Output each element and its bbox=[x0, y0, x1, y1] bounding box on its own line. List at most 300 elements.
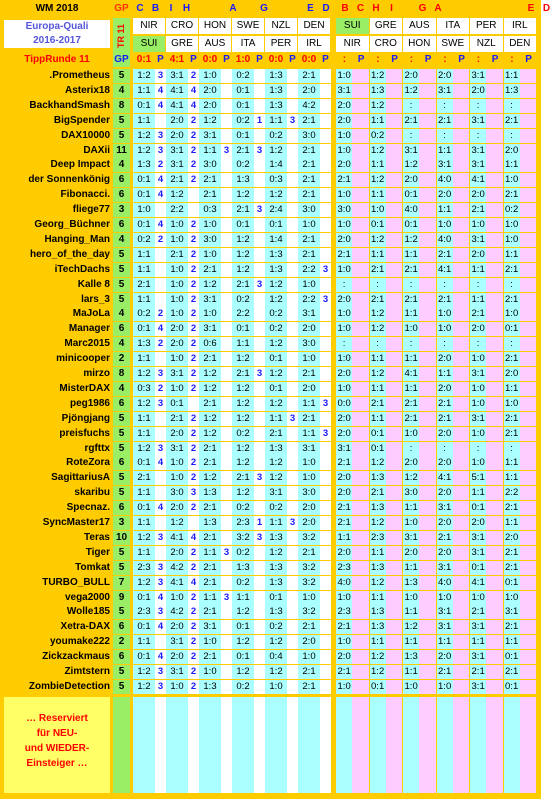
right-points-cell bbox=[453, 635, 469, 649]
right-tip-cell: 1:3 bbox=[371, 502, 385, 513]
tip-cell: 0:2 bbox=[232, 69, 254, 83]
right-points-cell bbox=[486, 412, 502, 426]
points-cell: 2 bbox=[188, 173, 199, 187]
right-points-cell bbox=[486, 322, 502, 336]
right-points-cell bbox=[386, 173, 402, 187]
tip-cell: 1:0 bbox=[298, 591, 320, 605]
footer-fill bbox=[370, 697, 386, 793]
tip-cell: 3:1 bbox=[265, 486, 287, 500]
right-points-cell bbox=[520, 605, 536, 619]
points-cell: 3 bbox=[155, 531, 166, 545]
right-tip-cell: 1:2 bbox=[371, 457, 385, 468]
player-gp: 5 bbox=[113, 665, 130, 679]
tip-cell: 2:0 bbox=[298, 382, 320, 396]
right-tip-cell: 1:2 bbox=[371, 577, 385, 588]
right-points-cell bbox=[386, 382, 402, 396]
tip-cell: 1:2 bbox=[265, 337, 287, 351]
tip-cell: 2:1 bbox=[298, 158, 320, 172]
tip-cell: 3:1 bbox=[298, 442, 320, 456]
tip-cell: 1:2 bbox=[199, 382, 221, 396]
tip-cell: 1:1 bbox=[133, 486, 155, 500]
tip-cell: 1:0 bbox=[166, 352, 188, 366]
points-header: P bbox=[256, 54, 263, 65]
tip-cell: 0:1 bbox=[232, 322, 254, 336]
player-gp: 4 bbox=[113, 84, 130, 98]
right-points-cell bbox=[352, 412, 368, 426]
right-tip-cell: 0:1 bbox=[505, 323, 519, 334]
right-points-cell bbox=[419, 158, 435, 172]
tip-cell: 2:0 bbox=[166, 129, 188, 143]
right-points-cell bbox=[386, 129, 402, 143]
points-cell bbox=[155, 412, 166, 426]
points-cell bbox=[320, 546, 331, 560]
right-points-cell bbox=[520, 293, 536, 307]
right-tip-cell: 1:0 bbox=[505, 219, 519, 230]
player-gp: 6 bbox=[113, 218, 130, 232]
right-points-cell bbox=[520, 367, 536, 381]
right-tip-cell: 2:0 bbox=[337, 547, 351, 558]
points-cell bbox=[287, 561, 298, 575]
right-points-cell bbox=[419, 278, 435, 292]
right-points-cell bbox=[419, 337, 435, 351]
points-cell bbox=[320, 352, 331, 366]
right-points-cell bbox=[453, 69, 469, 83]
right-tip-cell: 3:1 bbox=[471, 681, 485, 692]
group-letter: G bbox=[260, 3, 268, 14]
right-tip-cell: 4:0 bbox=[404, 204, 418, 215]
player-gp: 5 bbox=[113, 278, 130, 292]
right-points-cell bbox=[419, 129, 435, 143]
tip-cell: 1:2 bbox=[232, 665, 254, 679]
right-tip-cell: 2:1 bbox=[471, 666, 485, 677]
right-tip-cell: 0:1 bbox=[371, 681, 385, 692]
right-tip-cell: : bbox=[470, 99, 486, 113]
points-cell bbox=[287, 397, 298, 411]
tip-cell: 1:2 bbox=[199, 471, 221, 485]
points-cell bbox=[254, 352, 265, 366]
group-letter: D bbox=[322, 3, 330, 14]
points-cell: 2 bbox=[188, 263, 199, 277]
right-tip-cell: 1:0 bbox=[505, 592, 519, 603]
points-cell: 2 bbox=[155, 233, 166, 247]
right-tip-cell: 2:0 bbox=[505, 368, 519, 379]
points-header: P bbox=[190, 54, 197, 65]
right-tip-cell: 2:1 bbox=[337, 457, 351, 468]
player-gp: 5 bbox=[113, 263, 130, 277]
points-cell: 4 bbox=[188, 99, 199, 113]
right-tip-cell: 1:0 bbox=[505, 174, 519, 185]
right-tip-cell: 2:1 bbox=[371, 487, 385, 498]
right-tip-cell: 4:0 bbox=[337, 577, 351, 588]
right-tip-cell: 2:0 bbox=[471, 85, 485, 96]
right-tip-cell: 3:1 bbox=[471, 115, 485, 126]
right-points-cell bbox=[352, 248, 368, 262]
player-name: Pjöngjang bbox=[4, 412, 110, 426]
player-gp: 4 bbox=[113, 337, 130, 351]
player-gp: 10 bbox=[113, 531, 130, 545]
tip-cell: 1:2 bbox=[133, 531, 155, 545]
tip-cell: 1:2 bbox=[199, 367, 221, 381]
right-tip-cell: 1:0 bbox=[471, 219, 485, 230]
tip-cell: 1:2 bbox=[133, 576, 155, 590]
tip-cell: 0:1 bbox=[232, 99, 254, 113]
points-cell bbox=[188, 203, 199, 217]
player-gp: 5 bbox=[113, 561, 130, 575]
points-cell bbox=[254, 307, 265, 321]
points-cell: 3 bbox=[221, 546, 232, 560]
points-cell bbox=[254, 173, 265, 187]
tip-cell: 2:0 bbox=[199, 99, 221, 113]
right-points-cell bbox=[419, 293, 435, 307]
right-points-cell bbox=[386, 337, 402, 351]
points-cell: 2 bbox=[188, 218, 199, 232]
player-name: preisfuchs bbox=[4, 427, 110, 441]
right-points-cell bbox=[486, 501, 502, 515]
tip-cell: 2:1 bbox=[298, 620, 320, 634]
right-tip-cell: 3:1 bbox=[471, 651, 485, 662]
player-gp: 5 bbox=[113, 680, 130, 694]
right-tip-cell: 1:0 bbox=[438, 308, 452, 319]
tip-cell: 3:1 bbox=[199, 129, 221, 143]
right-points-cell bbox=[520, 188, 536, 202]
tip-cell: 4:1 bbox=[166, 99, 188, 113]
tip-cell: 1:1 bbox=[133, 293, 155, 307]
right-points-cell bbox=[453, 233, 469, 247]
team-label: GRE bbox=[370, 18, 403, 34]
points-cell bbox=[254, 576, 265, 590]
tip-cell: 1:2 bbox=[265, 367, 287, 381]
points-cell: 2 bbox=[188, 650, 199, 664]
right-tip-cell: 3:1 bbox=[438, 606, 452, 617]
right-points-cell bbox=[486, 203, 502, 217]
tip-cell: 3:2 bbox=[298, 605, 320, 619]
gp-subheader: GP bbox=[114, 54, 129, 65]
right-points-cell bbox=[386, 322, 402, 336]
group-letter: G bbox=[418, 3, 427, 14]
right-tip-cell: 2:1 bbox=[438, 398, 452, 409]
tip-cell: 2:1 bbox=[232, 144, 254, 158]
points-cell bbox=[320, 650, 331, 664]
right-points-cell bbox=[352, 278, 368, 292]
right-points-cell bbox=[352, 620, 368, 634]
right-points-cell bbox=[453, 486, 469, 500]
group-letter: D bbox=[542, 3, 551, 14]
points-cell bbox=[287, 367, 298, 381]
right-tip-cell: 2:0 bbox=[438, 651, 452, 662]
tip-cell: 1:2 bbox=[133, 144, 155, 158]
points-cell bbox=[155, 635, 166, 649]
tip-cell: 1:0 bbox=[166, 456, 188, 470]
points-cell bbox=[155, 352, 166, 366]
points-cell bbox=[320, 576, 331, 590]
right-tip-cell: 2:1 bbox=[438, 294, 452, 305]
team-label: IRL bbox=[298, 36, 330, 52]
right-tip-cell: 1:1 bbox=[471, 636, 485, 647]
footer-text: für NEU- bbox=[36, 728, 78, 739]
right-points-cell bbox=[520, 352, 536, 366]
right-points-cell bbox=[520, 233, 536, 247]
points-cell bbox=[221, 322, 232, 336]
tip-cell: 2:1 bbox=[199, 561, 221, 575]
points-cell: 3 bbox=[155, 442, 166, 456]
tip-cell: 2:1 bbox=[298, 665, 320, 679]
right-points-cell bbox=[419, 233, 435, 247]
right-points-cell bbox=[419, 203, 435, 217]
tip-cell: 3:0 bbox=[199, 233, 221, 247]
tip-cell: 1:2 bbox=[232, 605, 254, 619]
footer-fill bbox=[265, 697, 287, 793]
right-tip-cell: 2:1 bbox=[337, 621, 351, 632]
right-result-cell: : bbox=[476, 54, 481, 65]
points-cell: 1 bbox=[254, 114, 265, 128]
right-points-cell bbox=[352, 352, 368, 366]
tip-cell: 1:3 bbox=[265, 576, 287, 590]
right-tip-cell: 1:0 bbox=[471, 398, 485, 409]
right-points-cell bbox=[419, 248, 435, 262]
right-points-cell bbox=[453, 501, 469, 515]
points-cell bbox=[320, 188, 331, 202]
tip-cell: 1:1 bbox=[133, 248, 155, 262]
footer-fill bbox=[287, 697, 298, 793]
player-name: SagittariusA bbox=[4, 471, 110, 485]
tip-cell: 0:2 bbox=[232, 293, 254, 307]
tip-cell: 2:1 bbox=[232, 471, 254, 485]
right-points-cell bbox=[486, 129, 502, 143]
points-cell bbox=[221, 605, 232, 619]
right-tip-cell: 0:1 bbox=[371, 443, 385, 454]
right-tip-cell: 2:0 bbox=[438, 428, 452, 439]
points-cell bbox=[254, 546, 265, 560]
points-cell: 4 bbox=[188, 84, 199, 98]
right-points-cell bbox=[453, 293, 469, 307]
right-points-cell bbox=[386, 576, 402, 590]
player-name: Deep Impact bbox=[4, 158, 110, 172]
right-points-cell bbox=[486, 99, 502, 113]
right-points-cell bbox=[386, 591, 402, 605]
points-cell bbox=[254, 620, 265, 634]
right-points-cell bbox=[486, 218, 502, 232]
tip-cell: 2:1 bbox=[166, 412, 188, 426]
right-tip-cell: 1:1 bbox=[438, 636, 452, 647]
points-cell bbox=[287, 293, 298, 307]
points-cell bbox=[320, 516, 331, 530]
points-cell: 4 bbox=[155, 218, 166, 232]
points-cell bbox=[320, 84, 331, 98]
right-points-cell bbox=[486, 635, 502, 649]
points-cell bbox=[287, 486, 298, 500]
points-cell bbox=[287, 188, 298, 202]
right-tip-cell: 1:0 bbox=[471, 383, 485, 394]
right-points-cell bbox=[486, 427, 502, 441]
group-letter: C bbox=[136, 3, 144, 14]
right-tip-cell: 1:2 bbox=[404, 472, 418, 483]
points-cell bbox=[221, 188, 232, 202]
tip-cell: 2:1 bbox=[199, 576, 221, 590]
tip-cell: 1:2 bbox=[265, 293, 287, 307]
quali-line1: Europa-Quali bbox=[4, 20, 110, 34]
tip-cell: 0:2 bbox=[265, 129, 287, 143]
right-points-cell bbox=[352, 591, 368, 605]
group-letter: C bbox=[356, 3, 365, 14]
right-points-cell bbox=[520, 173, 536, 187]
tip-cell: 1:1 bbox=[265, 516, 287, 530]
tip-cell: 0:1 bbox=[133, 591, 155, 605]
tip-cell: 1:2 bbox=[232, 248, 254, 262]
right-tip-cell: 1:1 bbox=[471, 487, 485, 498]
tip-cell: 1:0 bbox=[298, 218, 320, 232]
right-points-cell bbox=[453, 322, 469, 336]
right-points-cell bbox=[520, 501, 536, 515]
right-points-cell bbox=[352, 531, 368, 545]
right-tip-cell: 1:1 bbox=[505, 457, 519, 468]
player-gp: 6 bbox=[113, 173, 130, 187]
right-points-cell bbox=[419, 322, 435, 336]
player-gp: 6 bbox=[113, 322, 130, 336]
right-points-cell bbox=[419, 69, 435, 83]
points-cell bbox=[287, 129, 298, 143]
points-cell: 2 bbox=[155, 382, 166, 396]
points-cell: 4 bbox=[155, 322, 166, 336]
tip-cell: 4:1 bbox=[166, 84, 188, 98]
right-tip-cell: 2:0 bbox=[337, 115, 351, 126]
tip-cell: 1:0 bbox=[298, 352, 320, 366]
right-points-cell bbox=[520, 99, 536, 113]
right-points-cell bbox=[453, 307, 469, 321]
right-tip-cell: 1:1 bbox=[371, 249, 385, 260]
right-tip-cell: 1:2 bbox=[371, 70, 385, 81]
tip-cell: 0:2 bbox=[232, 158, 254, 172]
right-points-cell bbox=[419, 263, 435, 277]
right-tip-cell: 2:1 bbox=[505, 502, 519, 513]
player-gp: 5 bbox=[113, 69, 130, 83]
right-points-cell bbox=[520, 576, 536, 590]
right-points-cell bbox=[419, 501, 435, 515]
player-name: Marc2015 bbox=[4, 337, 110, 351]
right-points-cell bbox=[520, 263, 536, 277]
points-cell: 3 bbox=[320, 397, 331, 411]
right-result-cell: P bbox=[357, 54, 365, 65]
right-points-cell bbox=[453, 397, 469, 411]
points-cell bbox=[320, 203, 331, 217]
right-points-cell bbox=[419, 471, 435, 485]
right-tip-cell: 3:1 bbox=[404, 532, 418, 543]
right-points-cell bbox=[486, 620, 502, 634]
right-tip-cell: : bbox=[504, 278, 520, 292]
points-cell bbox=[254, 412, 265, 426]
tip-cell: 2:1 bbox=[298, 173, 320, 187]
right-tip-cell: 2:0 bbox=[438, 547, 452, 558]
team-label: AUS bbox=[403, 18, 436, 34]
tip-cell: 1:2 bbox=[232, 188, 254, 202]
tip-cell: 0:1 bbox=[133, 99, 155, 113]
right-tip-cell: 1:1 bbox=[404, 308, 418, 319]
points-cell: 2 bbox=[188, 352, 199, 366]
tip-cell: 1:2 bbox=[232, 456, 254, 470]
tip-cell: 2:1 bbox=[199, 442, 221, 456]
points-cell bbox=[221, 442, 232, 456]
points-cell bbox=[221, 99, 232, 113]
right-tip-cell: 2:3 bbox=[371, 532, 385, 543]
tip-cell: 1:0 bbox=[199, 307, 221, 321]
tip-cell: 1:3 bbox=[133, 158, 155, 172]
right-points-cell bbox=[486, 293, 502, 307]
right-tip-cell: : bbox=[437, 337, 453, 351]
points-cell bbox=[287, 322, 298, 336]
right-points-cell bbox=[419, 680, 435, 694]
points-cell bbox=[287, 99, 298, 113]
right-tip-cell: 1:0 bbox=[337, 145, 351, 156]
player-name: hero_of_the_day bbox=[4, 248, 110, 262]
right-points-cell bbox=[386, 352, 402, 366]
right-points-cell bbox=[419, 605, 435, 619]
tip-cell: 1:2 bbox=[265, 471, 287, 485]
footer-text: Einsteiger … bbox=[26, 758, 88, 769]
right-tip-cell: 2:0 bbox=[404, 174, 418, 185]
tip-cell: 3:1 bbox=[298, 307, 320, 321]
tip-cell: 1:0 bbox=[199, 665, 221, 679]
right-tip-cell: 1:0 bbox=[505, 398, 519, 409]
player-name: BigSpender bbox=[4, 114, 110, 128]
right-points-cell bbox=[486, 665, 502, 679]
tip-cell: 1:2 bbox=[265, 665, 287, 679]
right-points-cell bbox=[386, 233, 402, 247]
tip-cell: 0:2 bbox=[232, 576, 254, 590]
right-points-cell bbox=[419, 352, 435, 366]
right-tip-cell: 1:2 bbox=[371, 368, 385, 379]
tip-cell: 0:2 bbox=[265, 322, 287, 336]
right-points-cell bbox=[453, 531, 469, 545]
result-cell: 1:0 bbox=[235, 54, 251, 65]
right-tip-cell: 1:2 bbox=[404, 159, 418, 170]
right-points-cell bbox=[520, 278, 536, 292]
footer-fill bbox=[188, 697, 199, 793]
points-header: P bbox=[322, 54, 329, 65]
player-gp: 5 bbox=[113, 471, 130, 485]
points-cell bbox=[320, 307, 331, 321]
right-tip-cell: 1:1 bbox=[404, 636, 418, 647]
tip-cell: 3:2 bbox=[232, 531, 254, 545]
right-points-cell bbox=[352, 665, 368, 679]
right-points-cell bbox=[520, 427, 536, 441]
points-cell bbox=[287, 307, 298, 321]
points-header: P bbox=[223, 54, 230, 65]
right-points-cell bbox=[520, 665, 536, 679]
tip-cell: 1:1 bbox=[265, 114, 287, 128]
tip-cell: 1:3 bbox=[232, 173, 254, 187]
team-label: IRL bbox=[504, 18, 537, 34]
tip-cell: 1:2 bbox=[133, 397, 155, 411]
tip-cell: 2:1 bbox=[199, 263, 221, 277]
right-points-cell bbox=[352, 501, 368, 515]
player-name: fliege77 bbox=[4, 203, 110, 217]
points-cell bbox=[221, 84, 232, 98]
footer-gp-fill bbox=[113, 697, 130, 793]
tip-cell: 1:2 bbox=[232, 382, 254, 396]
right-tip-cell: 5:1 bbox=[471, 472, 485, 483]
right-points-cell bbox=[352, 576, 368, 590]
tip-cell: 0:2 bbox=[265, 620, 287, 634]
points-cell bbox=[320, 69, 331, 83]
points-cell: 3 bbox=[155, 367, 166, 381]
tip-cell: 2:1 bbox=[133, 471, 155, 485]
right-tip-cell: 1:2 bbox=[371, 517, 385, 528]
right-tip-cell: 1:2 bbox=[404, 621, 418, 632]
tip-cell: 1:1 bbox=[133, 516, 155, 530]
right-points-cell bbox=[453, 680, 469, 694]
right-points-cell bbox=[453, 248, 469, 262]
tip-cell: 1:0 bbox=[133, 203, 155, 217]
tip-cell: 2:1 bbox=[199, 605, 221, 619]
